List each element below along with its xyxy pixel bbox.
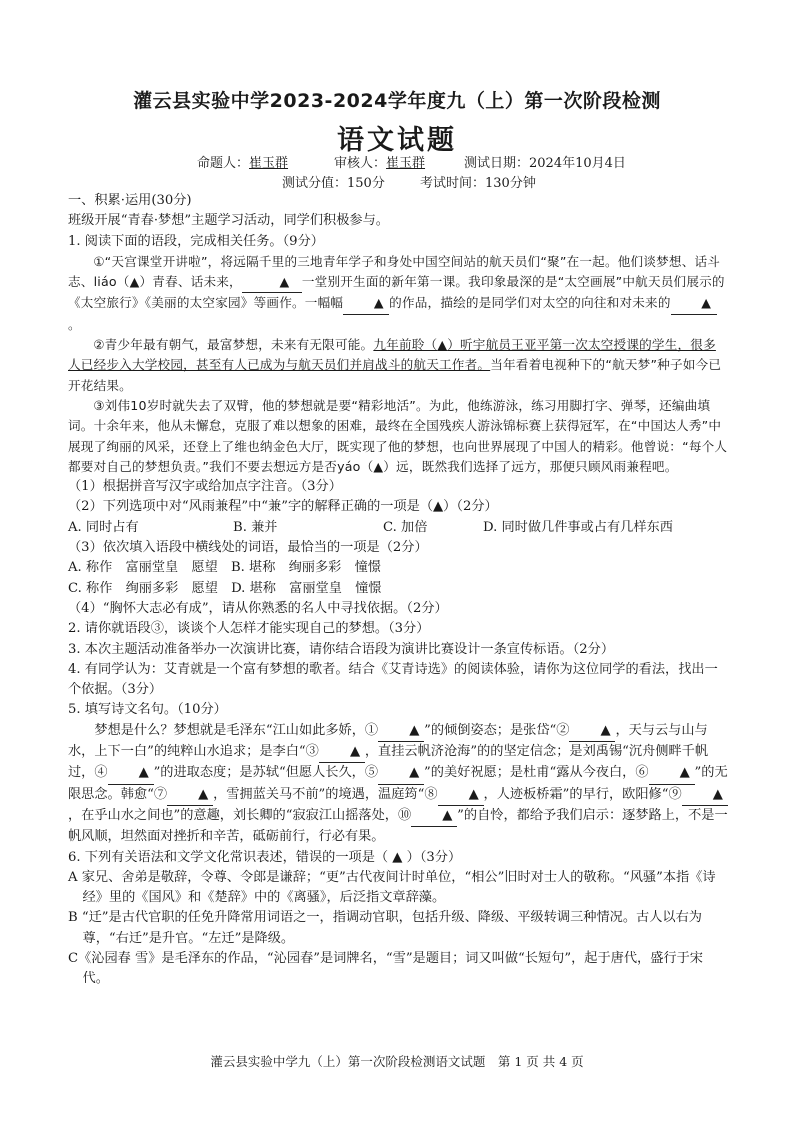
question-6-option-b: B “迁”是古代官职的任免升降常用词语之一，指调动官职，包括升级、降级、平级转调三种情况。古人以右为尊，“右迁”是升官。“左迁”是降级。 bbox=[68, 910, 702, 946]
sub-question-2-options bbox=[68, 518, 728, 538]
reviewer-name: 崔玉群 bbox=[386, 156, 426, 171]
option-b: B. 兼并 bbox=[233, 519, 278, 535]
sub-question-3: （3）依次填入语段中横线处的词语，最恰当的一项是（2分） bbox=[68, 540, 428, 556]
time-info: 考试时间：130分钟 bbox=[420, 176, 536, 191]
reviewer-label: 审核人： bbox=[334, 156, 387, 171]
question-5: 5. 填写诗文名句。（10分） bbox=[68, 702, 227, 718]
exam-title: 灌云县实验中学2023-2024学年度九（上）第一次阶段检测 bbox=[133, 90, 661, 112]
author-name: 崔玉群 bbox=[249, 156, 289, 171]
question-4: 4. 有同学认为：艾青就是一个富有梦想的歌者。结合《艾青诗选》的阅读体验，请你为这位同学的看法，找出一个依据。（3分） bbox=[68, 661, 718, 698]
passage-paragraph-3: ③刘伟10岁时就失去了双臂，他的梦想就是要“精彩地活”。为此，他练游泳，练习用脚打字、弹琴，还编曲填词。十余年来，他从未懈怠，克服了难以想象的困难，最终在全国残疾人游泳锦标赛上获得冠军，在“中国达人秀”中展现了绚丽的风采，还登上了维也纳金色大厅，既实现了他的梦想，也向世界展现了中国人的精彩。他曾说：“每个人都要对自己的梦想负责。”我们不要去想远方是否yáo（▲）远，既然我们选择了远方，那便只顾风雨兼程吧。 bbox=[68, 397, 728, 474]
sub-question-4: （4）“胸怀大志必有成”，请从你熟悉的名人中寻找依据。（2分） bbox=[68, 600, 448, 616]
exam-subject-title: 语文试题 bbox=[337, 125, 457, 156]
section-heading: 一、积累·运用(30分) bbox=[68, 193, 192, 208]
reviewer-line bbox=[334, 152, 425, 171]
passage-paragraph-1: ①“天宫课堂开讲啦”，将远隔千里的三地青年学子和身处中国空间站的航天员们“聚”在一起。他们谈梦想、话斗志、liáo（▲）青春、话未来， ▲ 一堂别开生面的新年第一课。我印象最深的是“太空画展”中航天员们展示的《太空旅行》《美丽的太空家园》等画作。一幅幅 ▲ 的作品，描绘的是同学们对太空的向往和对未来的 ▲。 bbox=[68, 253, 725, 332]
blank: ▲ bbox=[671, 293, 717, 314]
question-2: 2. 请你就语段③，谈谈个人怎样才能实现自己的梦想。（3分） bbox=[68, 621, 430, 637]
sub-question-3-options-cd: C. 称作 绚丽多彩 愿望 D. 堪称 富丽堂皇 憧憬 bbox=[68, 580, 382, 596]
date-line bbox=[464, 152, 626, 171]
question-6-option-c: C《沁园春 雪》是毛泽东的作品，“沁园春”是词牌名，“雪”是题目；词又叫做“长短句”，起于唐代，盛行于宋代。 bbox=[68, 950, 703, 987]
question-3: 3. 本次主题活动准备举办一次演讲比赛，请你结合语段为演讲比赛设计一条宣传标语。（2分） bbox=[68, 641, 615, 657]
question-1: 1. 阅读下面的语段，完成相关任务。（9分） bbox=[68, 233, 324, 249]
author-line bbox=[197, 152, 288, 171]
underlined-sentence: 九年前聆（▲）听宇航员王亚平第一次太空授课的学生，很多人已经步入大学校园，甚至有人已成为与航天员们并肩战斗的航天工作者。 bbox=[68, 337, 716, 373]
page-footer: 灌云县实验中学九（上）第一次阶段检测语文试题 第 1 页 共 4 页 bbox=[210, 1054, 584, 1069]
author-label: 命题人： bbox=[197, 156, 250, 171]
question-5-text: 梦想是什么？梦想就是毛泽东“江山如此多娇，① ▲ ”的倾倒姿态；是张岱“② ▲ ，天与云与山与水，上下一白”的纯粹山水追求；是李白“③ ▲ ，直挂云帆济沧海”的的坚定信念；是刘禹锡“沉舟侧畔千帆过，④ ▲ ”的进取态度；是苏轼“但愿人长久，⑤ ▲ ”的美好祝愿；是杜甫“露从今夜白，⑥ ▲ ”的无限思念。韩愈“⑦ ▲ ，雪拥蓝关马不前”的境遇，温庭筠“⑧ ▲ ，人迹板桥霜”的早行，欧阳修“⑨ ▲，在乎山水之间也”的意趣，刘长卿的“寂寂江山摇落处，⑩ ▲ ”的自怜，都给予我们启示：逐梦路上，不是一帆风顺，坦然面对挫折和辛苦，砥砺前行，行必有果。 bbox=[68, 722, 728, 845]
blank: ▲ bbox=[242, 272, 302, 293]
section-intro: 班级开展“青春·梦想”主题学习活动，同学们积极参与。 bbox=[68, 213, 389, 229]
sub-question-1: （1）根据拼音写汉字或给加点字注音。（3分） bbox=[68, 479, 342, 495]
exam-content bbox=[68, 191, 728, 990]
score-info: 测试分值：150分 bbox=[282, 176, 385, 191]
blank: ▲ bbox=[129, 274, 140, 290]
sub-question-3-options-ab: A. 称作 富丽堂皇 愿望 B. 堪称 绚丽多彩 憧憬 bbox=[68, 560, 381, 576]
option-a: A. 同时占有 bbox=[68, 519, 139, 535]
passage-paragraph-2: ②青少年最有朝气，最富梦想，未来有无限可能。九年前聆（▲）听宇航员王亚平第一次太空授课的学生，很多人已经步入大学校园，甚至有人已成为与航天员们并肩战斗的航天工作者。当年看着电视种下的“航天梦”种子如今已开花结果。 bbox=[68, 337, 722, 393]
option-c: C. 加倍 bbox=[383, 519, 428, 535]
option-d: D. 同时做几件事或占有几样东西 bbox=[483, 519, 673, 535]
question-6-option-a: A 家兄、舍弟是敬辞，令尊、令郎是谦辞；“更”古代夜间计时单位，“相公”旧时对士人的敬称。“风骚”本指《诗经》里的《国风》和《楚辞》中的《离骚》，后泛指文章辞藻。 bbox=[68, 869, 716, 906]
date-label: 测试日期： bbox=[464, 156, 530, 171]
question-6: 6. 下列有关语法和文学文化常识表述，错误的一项是（ ▲ ）（3分） bbox=[68, 849, 462, 865]
sub-question-2: （2）下列选项中对“风雨兼程”中“兼”字的解释正确的一项是（▲）（2分） bbox=[68, 499, 498, 515]
test-date: 2024年10月4日 bbox=[529, 156, 626, 171]
blank: ▲ bbox=[343, 293, 389, 314]
